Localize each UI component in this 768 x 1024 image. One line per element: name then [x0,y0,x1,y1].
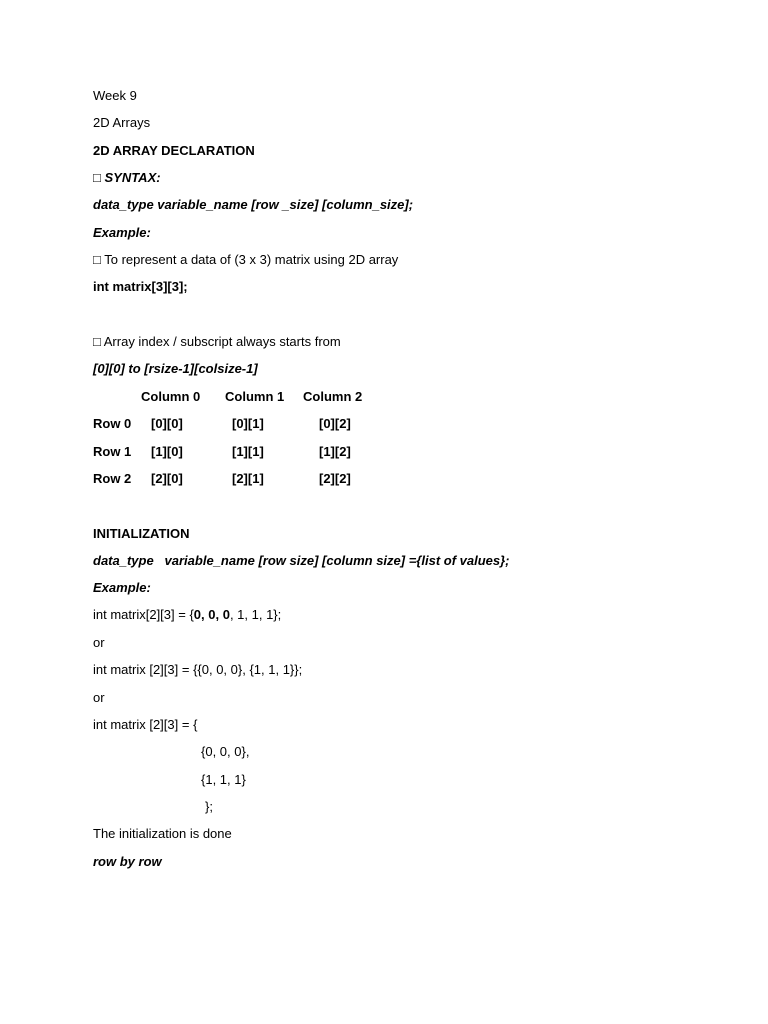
syntax-text: data_type variable_name [row _size] [column_size]; [93,197,414,212]
example-code: int matrix[3][3]; [93,279,188,294]
topic-title: 2D Arrays [93,115,151,130]
init-code-1-suffix: , 1, 1, 1}; [229,607,282,622]
bullet-icon: □ [93,252,101,267]
table-cell: [2][2] [319,471,351,486]
init-code-1-prefix: int matrix[2][3] = { [93,607,194,622]
table-cell: [2][1] [232,471,264,486]
syntax-label: SYNTAX: [100,170,161,185]
init-code-2: int matrix [2][3] = {{0, 0, 0}, {1, 1, 1}}; [93,662,303,677]
row-label: Row 1 [93,444,132,459]
row-label: Row 0 [93,416,132,431]
example-description [93,252,398,268]
init-code-3-row-1: {0, 0, 0}, [201,744,250,759]
initialization-heading: INITIALIZATION [93,526,190,541]
initialization-example-label: Example: [93,580,151,595]
column-header: Column 1 [225,389,285,404]
index-range: [0][0] to [rsize-1][colsize-1] [93,361,258,376]
initialization-note: The initialization is done [93,826,232,841]
syntax-line [93,170,161,186]
declaration-heading: 2D ARRAY DECLARATION [93,143,255,158]
init-code-1-bold: 0, 0, 0 [193,607,230,622]
or-separator: or [93,690,105,705]
table-cell: [1][0] [151,444,183,459]
or-separator: or [93,635,105,650]
table-cell: [2][0] [151,471,183,486]
bullet-icon: □ [93,170,101,185]
table-cell: [0][2] [319,416,351,431]
column-header: Column 0 [141,389,201,404]
example-label: Example: [93,225,151,240]
week-label: Week 9 [93,88,137,103]
initialization-note-emphasis: row by row [93,854,162,869]
index-description [93,334,341,350]
table-cell: [0][0] [151,416,183,431]
init-code-3-close: }; [205,799,213,814]
bullet-icon: □ [93,334,101,349]
init-code-3-open: int matrix [2][3] = { [93,717,198,732]
example-text: To represent a data of (3 x 3) matrix using 2D array [100,252,399,267]
row-label: Row 2 [93,471,132,486]
initialization-syntax: data_type variable_name [row size] [column size] ={list of values}; [93,553,510,568]
index-text: Array index / subscript always starts from [100,334,341,349]
init-code-3-row-2: {1, 1, 1} [201,772,246,787]
init-code-1 [93,607,281,623]
table-cell: [0][1] [232,416,264,431]
table-cell: [1][1] [232,444,264,459]
table-cell: [1][2] [319,444,351,459]
column-header: Column 2 [303,389,363,404]
